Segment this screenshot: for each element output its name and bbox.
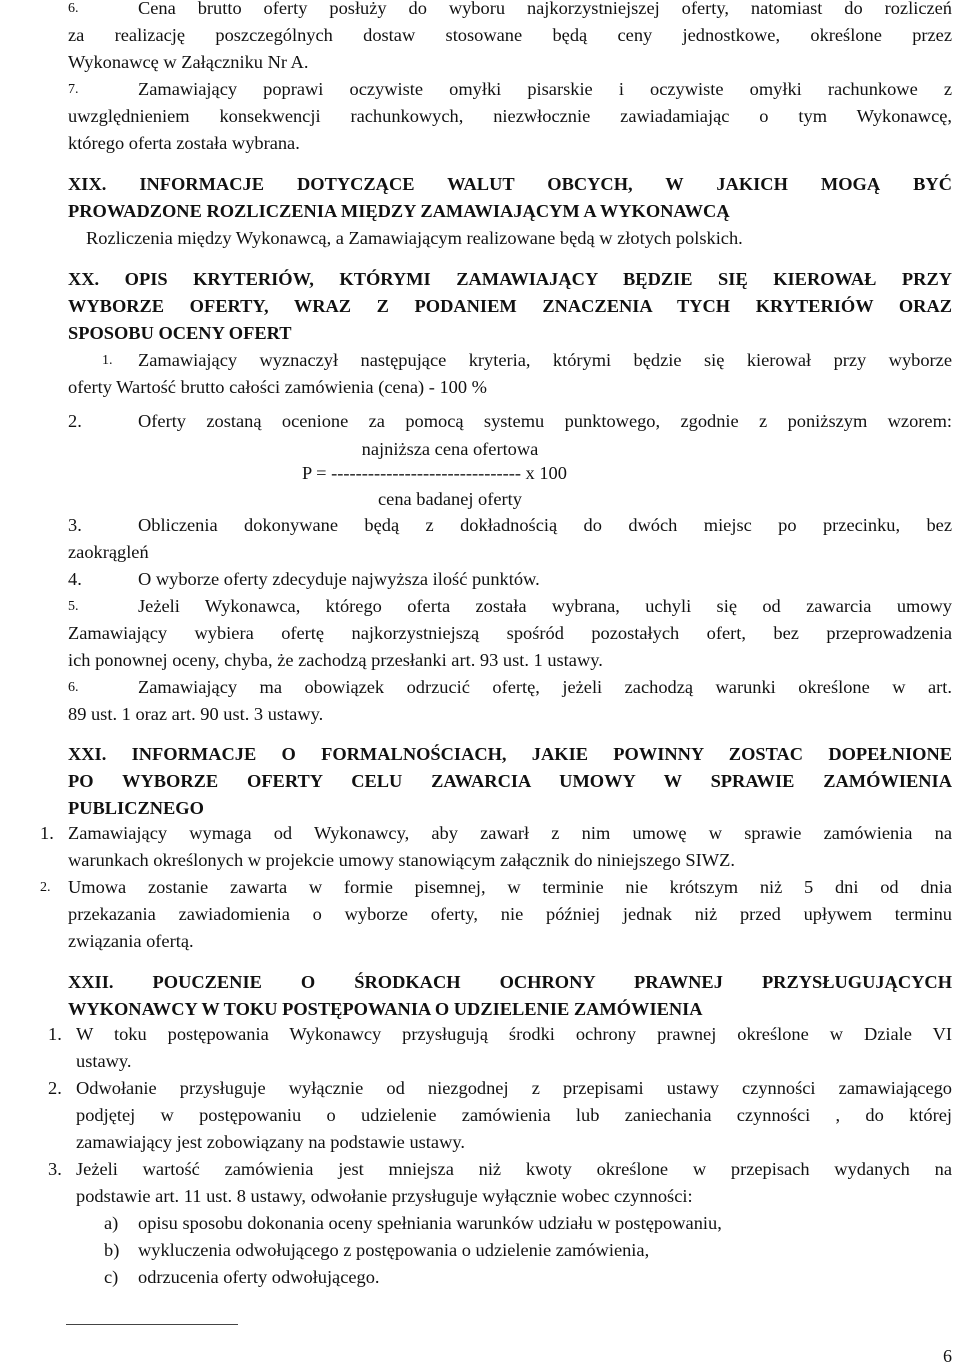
item-number: 7. <box>68 82 79 97</box>
section-heading: PROWADZONE ROZLICZENIA MIĘDZY ZAMAWIAJĄCYM A WYKONAWCĄ <box>68 201 730 221</box>
paragraph-line: Jeżeli wartość zamówienia jest mniejsza niż kwoty określone w przepisach wydanych na <box>76 1159 952 1179</box>
section-heading: WYKONAWCY W TOKU POSTĘPOWANIA O UDZIELENIE ZAMÓWIENIA <box>68 999 703 1019</box>
list-letter: a) <box>104 1213 119 1233</box>
paragraph-line: podjętej w postępowaniu o udzielenie zamówienia lub zaniechania czynności , do której <box>76 1105 952 1125</box>
item-number: 3. <box>68 515 82 535</box>
paragraph-line: Zamawiający wybiera ofertę najkorzystniejszą spośród pozostałych ofert, bez przeprowadzenia <box>68 623 952 643</box>
formula-denominator: cena badanej oferty <box>378 489 522 509</box>
paragraph-line: Zamawiający wyznaczył następujące kryteria, którymi będzie się kierował przy wyborze <box>138 350 952 370</box>
section-heading: PO WYBORZE OFERTY CELU ZAWARCIA UMOWY W SPRAWIE ZAMÓWIENIA <box>68 771 952 791</box>
page-number: 6 <box>943 1346 952 1366</box>
paragraph-line: Oferty zostaną ocenione za pomocą systemu punktowego, zgodnie z poniższym wzorem: <box>138 411 952 431</box>
item-number: 6. <box>68 1 79 16</box>
item-number: 4. <box>68 569 82 589</box>
paragraph-line: ich ponownej oceny, chyba, że zachodzą przesłanki art. 93 ust. 1 ustawy. <box>68 650 603 670</box>
paragraph-line: Zamawiający wymaga od Wykonawcy, aby zawarł z nim umowę w sprawie zamówienia na <box>68 823 952 843</box>
footer-divider <box>66 1324 238 1325</box>
paragraph-line: Odwołanie przysługuje wyłącznie od niezgodnej z przepisami ustawy czynności zamawiającego <box>76 1078 952 1098</box>
paragraph-line: W toku postępowania Wykonawcy przysługują środki ochrony prawnej określone w Dziale VI <box>76 1024 952 1044</box>
section-heading: WYBORZE OFERTY, WRAZ Z PODANIEM ZNACZENIA TYCH KRYTERIÓW ORAZ <box>68 296 952 316</box>
list-item: opisu sposobu dokonania oceny spełniania warunków udziału w postępowaniu, <box>138 1213 722 1233</box>
section-heading: SPOSOBU OCENY OFERT <box>68 323 292 343</box>
paragraph-line: oferty Wartość brutto całości zamówienia (cena) - 100 % <box>68 377 487 397</box>
paragraph-line: związania ofertą. <box>68 931 194 951</box>
paragraph-line: Cena brutto oferty posłuży do wyboru najkorzystniejszej oferty, natomiast do rozliczeń <box>138 0 952 18</box>
list-item: odrzucenia oferty odwołującego. <box>138 1267 380 1287</box>
paragraph-line: Zamawiający ma obowiązek odrzucić ofertę, jeżeli zachodzą warunki określone w art. <box>138 677 952 697</box>
list-letter: b) <box>104 1240 120 1260</box>
paragraph-line: Wykonawcę w Załączniku Nr A. <box>68 52 309 72</box>
item-number: 5. <box>68 599 79 614</box>
paragraph-line: ustawy. <box>76 1051 132 1071</box>
formula-numerator: najniższa cena ofertowa <box>361 439 539 459</box>
paragraph-line: Umowa zostanie zawarta w formie pisemnej, w terminie nie krótszym niż 5 dni od dnia <box>68 877 952 897</box>
paragraph-line: podstawie art. 11 ust. 8 ustawy, odwołanie przysługuje wyłącznie wobec czynności: <box>76 1186 693 1206</box>
paragraph-line: Jeżeli Wykonawca, którego oferta została wybrana, uchyli się od zawarcia umowy <box>138 596 952 616</box>
paragraph-line: zaokrągleń <box>68 542 149 562</box>
item-number: 1. <box>102 353 113 368</box>
section-heading: XXII. POUCZENIE O ŚRODKACH OCHRONY PRAWNEJ PRZYSŁUGUJĄCYCH <box>68 972 952 992</box>
section-heading: PUBLICZNEGO <box>68 798 204 818</box>
item-number: 1. <box>48 1024 62 1044</box>
section-heading: XXI. INFORMACJE O FORMALNOŚCIACH, JAKIE POWINNY ZOSTAC DOPEŁNIONE <box>68 744 952 764</box>
item-number: 2. <box>48 1078 62 1098</box>
item-number: 6. <box>68 680 79 695</box>
paragraph-line: Obliczenia dokonywane będą z dokładnością do dwóch miejsc po przecinku, bez <box>138 515 952 535</box>
list-letter: c) <box>104 1267 119 1287</box>
paragraph-line: O wyborze oferty zdecyduje najwyższa ilość punktów. <box>138 569 540 589</box>
paragraph-line: warunkach określonych w projekcie umowy stanowiącym załącznik do niniejszego SIWZ. <box>68 850 735 870</box>
paragraph-line: Zamawiający poprawi oczywiste omyłki pisarskie i oczywiste omyłki rachunkowe z <box>138 79 952 99</box>
item-number: 3. <box>48 1159 62 1179</box>
section-heading: XX. OPIS KRYTERIÓW, KTÓRYMI ZAMAWIAJĄCY BĘDZIE SIĘ KIEROWAŁ PRZY <box>68 269 952 289</box>
formula-line: P = ------------------------------- x 100 <box>302 463 567 483</box>
paragraph-line: uwzględnieniem konsekwencji rachunkowych, niezwłocznie zawiadamiając o tym Wykonawcę, <box>68 106 952 126</box>
item-number: 1. <box>40 823 54 843</box>
section-heading: XIX. INFORMACJE DOTYCZĄCE WALUT OBCYCH, W JAKICH MOGĄ BYĆ <box>68 174 952 194</box>
paragraph-line: za realizację poszczególnych dostaw stosowane będą ceny jednostkowe, określone przez <box>68 25 952 45</box>
paragraph-line: Rozliczenia między Wykonawcą, a Zamawiającym realizowane będą w złotych polskich. <box>86 228 743 248</box>
paragraph-line: zamawiający jest zobowiązany na podstawie ustawy. <box>76 1132 465 1152</box>
item-number: 2. <box>40 880 51 895</box>
paragraph-line: którego oferta została wybrana. <box>68 133 300 153</box>
paragraph-line: 89 ust. 1 oraz art. 90 ust. 3 ustawy. <box>68 704 324 724</box>
paragraph-line: przekazania zawiadomienia o wyborze oferty, nie później jednak niż przed upływem terminu <box>68 904 952 924</box>
list-item: wykluczenia odwołującego z postępowania o udzielenie zamówienia, <box>138 1240 650 1260</box>
item-number: 2. <box>68 411 82 431</box>
